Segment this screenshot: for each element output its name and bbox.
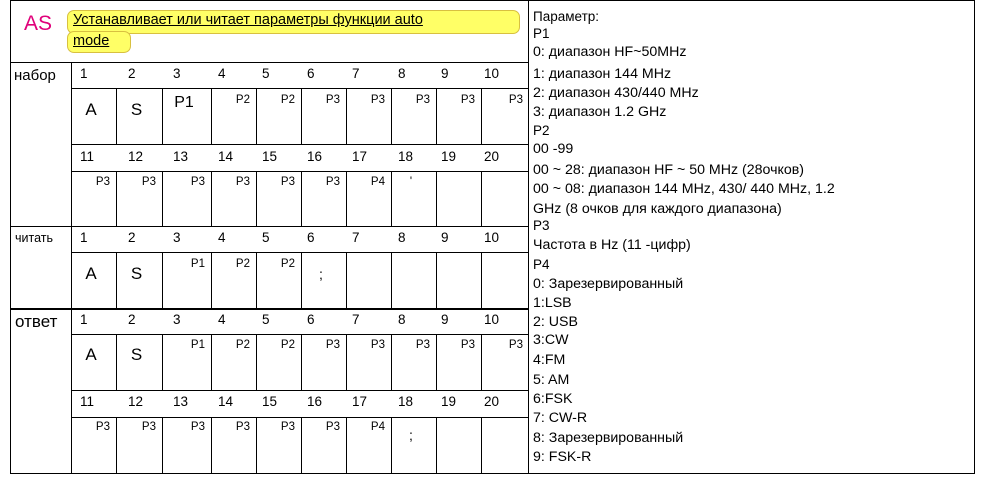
cell-divider <box>391 417 392 473</box>
cell-value: A <box>85 345 97 364</box>
position-number: 7 <box>352 230 360 245</box>
cell-divider <box>481 171 482 226</box>
cell-value: A <box>85 264 97 283</box>
cell-divider <box>346 252 347 308</box>
parameter-line: P3 <box>533 218 550 233</box>
cell-value: P3 <box>370 339 385 351</box>
description-line-2: mode <box>73 33 110 49</box>
position-number: 6 <box>307 312 315 327</box>
cell-value: P3 <box>95 176 110 188</box>
cell-value: P3 <box>460 94 475 106</box>
border-top <box>10 0 975 1</box>
cell-value: P2 <box>235 258 250 270</box>
description-line-1: Устанавливает или читает параметры функции auto <box>73 12 423 28</box>
position-number: 17 <box>352 394 368 409</box>
position-number: 10 <box>484 66 500 81</box>
set-line-c <box>71 171 529 172</box>
cell-value: P3 <box>141 176 156 188</box>
cell-value: ' <box>409 176 413 188</box>
cell-divider <box>481 417 482 473</box>
cell-value: P3 <box>460 339 475 351</box>
cell-value: P1 <box>190 258 205 270</box>
position-number: 18 <box>398 149 414 164</box>
position-number: 18 <box>398 394 414 409</box>
parameter-line: 1:LSB <box>533 295 572 311</box>
cell-value: P3 <box>325 339 340 351</box>
position-number: 8 <box>398 230 406 245</box>
position-number: 12 <box>128 149 144 164</box>
position-number: 1 <box>80 66 88 81</box>
position-number: 4 <box>218 230 226 245</box>
parameter-line: Параметр: <box>533 9 600 24</box>
position-number: 2 <box>128 230 136 245</box>
position-number: 9 <box>441 66 449 81</box>
cell-value: P3 <box>370 94 385 106</box>
position-number: 7 <box>352 312 360 327</box>
position-number: 19 <box>441 394 457 409</box>
cell-value: P3 <box>95 421 110 433</box>
position-number: 20 <box>484 149 500 164</box>
cell-value: P3 <box>415 94 430 106</box>
read-answer-divider <box>10 308 529 310</box>
cell-value: ; <box>319 266 323 282</box>
position-number: 12 <box>128 394 144 409</box>
cell-value: P3 <box>235 421 250 433</box>
position-number: 15 <box>262 394 278 409</box>
position-number: 20 <box>484 394 500 409</box>
cell-value: P3 <box>508 94 523 106</box>
position-number: 16 <box>307 394 323 409</box>
cell-value: P3 <box>190 176 205 188</box>
parameter-line: 00 ~ 08: диапазон 144 MHz, 430/ 440 MHz, 1.2 <box>533 181 835 197</box>
answer-line-c <box>71 417 529 418</box>
cell-value: P3 <box>280 421 295 433</box>
parameter-line: 2: USB <box>533 314 578 330</box>
cell-value: P2 <box>280 258 295 270</box>
cell-value: ; <box>409 427 413 443</box>
cell-value: P3 <box>190 421 205 433</box>
parameter-line: 7: CW-R <box>533 410 588 426</box>
parameter-line: 0: диапазон HF~50MHz <box>533 44 687 60</box>
answer-label: ответ <box>15 312 58 331</box>
cell-divider <box>436 171 437 226</box>
header-divider <box>10 62 529 63</box>
cell-value: P2 <box>235 94 250 106</box>
position-number: 5 <box>262 230 270 245</box>
read-label: читать <box>15 231 53 245</box>
cell-value: A <box>85 100 97 119</box>
set-label: набор <box>14 67 56 84</box>
position-number: 8 <box>398 312 406 327</box>
parameter-line: 5: AM <box>533 372 570 388</box>
parameter-line: 0: Зарезервированный <box>533 276 684 292</box>
position-number: 14 <box>218 394 234 409</box>
position-number: 6 <box>307 66 315 81</box>
position-number: 14 <box>218 149 234 164</box>
parameter-line: 2: диапазон 430/440 MHz <box>533 85 699 101</box>
border-bottom <box>10 473 975 474</box>
cell-divider <box>481 252 482 308</box>
cell-value: P2 <box>280 339 295 351</box>
position-number: 10 <box>484 230 500 245</box>
cell-value: P3 <box>415 339 430 351</box>
parameter-line: 6:FSK <box>533 391 573 407</box>
position-number: 9 <box>441 230 449 245</box>
parameter-line: P2 <box>533 123 550 138</box>
cell-value: S <box>130 100 143 119</box>
answer-line-a <box>71 334 529 335</box>
cell-value: P3 <box>325 421 340 433</box>
position-number: 8 <box>398 66 406 81</box>
position-number: 2 <box>128 66 136 81</box>
cell-value: P1 <box>190 339 205 351</box>
cell-divider <box>391 252 392 308</box>
parameter-line: GHz (8 очков для каждого диапазона) <box>533 201 782 217</box>
position-number: 19 <box>441 149 457 164</box>
parameter-line: 4:FM <box>533 352 566 368</box>
cell-value: P4 <box>370 176 385 188</box>
read-line-a <box>71 252 529 253</box>
border-right <box>974 0 975 474</box>
parameter-line: 8: Зарезервированный <box>533 430 684 446</box>
position-number: 10 <box>484 312 500 327</box>
parameter-line: 1: диапазон 144 MHz <box>533 66 672 82</box>
set-line-b <box>71 144 529 145</box>
parameter-line: P1 <box>533 26 550 41</box>
position-number: 3 <box>173 230 181 245</box>
cell-value: S <box>130 345 143 364</box>
position-number: 3 <box>173 312 181 327</box>
answer-line-b <box>71 390 529 391</box>
position-number: 2 <box>128 312 136 327</box>
cell-value: P4 <box>370 421 385 433</box>
cell-divider <box>436 417 437 473</box>
set-read-divider <box>10 226 529 227</box>
parameter-line: 3:CW <box>533 332 569 348</box>
border-left <box>10 0 11 474</box>
parameter-line: 00 ~ 28: диапазон HF ~ 50 MHz (28очков) <box>533 162 805 178</box>
position-number: 13 <box>173 394 189 409</box>
cell-value: P3 <box>508 339 523 351</box>
cell-value: S <box>130 264 143 283</box>
cell-value: P3 <box>235 176 250 188</box>
position-number: 11 <box>80 149 95 164</box>
parameter-line: 00 -99 <box>533 141 574 157</box>
cell-value: P3 <box>325 94 340 106</box>
position-number: 13 <box>173 149 189 164</box>
position-number: 4 <box>218 66 226 81</box>
position-number: 11 <box>80 394 95 409</box>
position-number: 3 <box>173 66 181 81</box>
position-number: 5 <box>262 66 270 81</box>
cell-value: P2 <box>280 94 295 106</box>
position-number: 9 <box>441 312 449 327</box>
position-number: 1 <box>80 312 88 327</box>
position-number: 17 <box>352 149 368 164</box>
cell-value: P3 <box>141 421 156 433</box>
position-number: 15 <box>262 149 278 164</box>
position-number: 1 <box>80 230 88 245</box>
position-number: 5 <box>262 312 270 327</box>
command-code: AS <box>24 12 53 35</box>
parameter-line: 3: диапазон 1.2 GHz <box>533 104 667 120</box>
column-divider <box>528 0 529 474</box>
position-number: 16 <box>307 149 323 164</box>
cell-value: P3 <box>280 176 295 188</box>
position-number: 6 <box>307 230 315 245</box>
parameter-line: Частота в Hz (11 -цифр) <box>533 237 691 253</box>
cell-value: P3 <box>325 176 340 188</box>
parameter-line: P4 <box>533 257 550 272</box>
position-number: 4 <box>218 312 226 327</box>
cell-value: P2 <box>235 339 250 351</box>
cell-divider <box>436 252 437 308</box>
position-number: 7 <box>352 66 360 81</box>
cell-value: P1 <box>174 94 194 111</box>
parameter-line: 9: FSK-R <box>533 449 592 465</box>
set-line-a <box>71 88 529 89</box>
